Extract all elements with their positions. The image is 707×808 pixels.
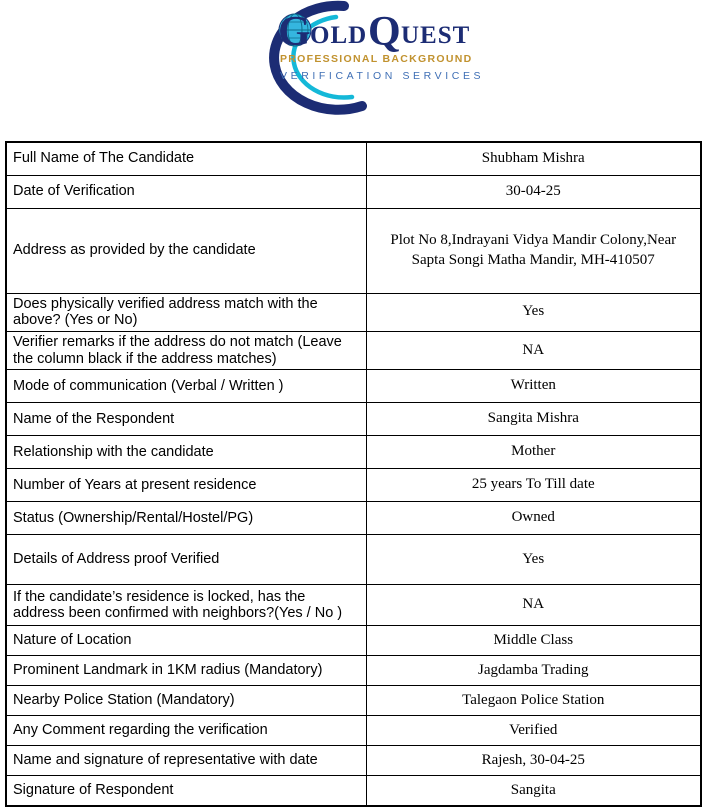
field-label: Prominent Landmark in 1KM radius (Mandatory) xyxy=(6,656,366,686)
field-label: Nearby Police Station (Mandatory) xyxy=(6,686,366,716)
row-address-proof xyxy=(6,535,701,585)
field-value: Sangita xyxy=(366,776,701,806)
field-label: Nature of Location xyxy=(6,626,366,656)
field-value: Talegaon Police Station xyxy=(366,686,701,716)
row-verification-date xyxy=(6,175,701,208)
row-neighbor-confirmation xyxy=(6,585,701,626)
field-value: Mother xyxy=(366,436,701,469)
field-label: Full Name of The Candidate xyxy=(6,142,366,175)
field-label: Relationship with the candidate xyxy=(6,436,366,469)
row-address xyxy=(6,208,701,293)
verification-table xyxy=(5,141,702,807)
row-ownership-status xyxy=(6,502,701,535)
field-label: Name of the Respondent xyxy=(6,403,366,436)
field-label: Date of Verification xyxy=(6,175,366,208)
field-label: Verifier remarks if the address do not match (Leave the column black if the address matches) xyxy=(6,331,366,369)
brand-uest: UEST xyxy=(400,22,470,49)
row-verifier-remarks xyxy=(6,331,701,369)
field-value: 30-04-25 xyxy=(366,175,701,208)
field-label: Mode of communication (Verbal / Written ) xyxy=(6,370,366,403)
field-value: Yes xyxy=(366,293,701,331)
field-value: Sangita Mishra xyxy=(366,403,701,436)
row-communication-mode xyxy=(6,370,701,403)
company-logo xyxy=(0,0,707,118)
row-relationship xyxy=(6,436,701,469)
field-label: Address as provided by the candidate xyxy=(6,208,366,293)
row-representative-signature xyxy=(6,746,701,776)
field-value: Jagdamba Trading xyxy=(366,656,701,686)
logo-graphic xyxy=(194,0,514,118)
field-value: NA xyxy=(366,585,701,626)
row-respondent-signature xyxy=(6,776,701,806)
logo-tagline-1: PROFESSIONAL BACKGROUND xyxy=(279,53,472,65)
field-value: Rajesh, 30-04-25 xyxy=(366,746,701,776)
field-value: 25 years To Till date xyxy=(366,469,701,502)
brand-letter-g: G xyxy=(277,9,311,55)
field-label: Any Comment regarding the verification xyxy=(6,716,366,746)
field-value: NA xyxy=(366,331,701,369)
brand-letter-q: Q xyxy=(367,9,401,55)
row-police-station xyxy=(6,686,701,716)
field-label: Does physically verified address match with the above? (Yes or No) xyxy=(6,293,366,331)
field-label: Status (Ownership/Rental/Hostel/PG) xyxy=(6,502,366,535)
row-candidate-name xyxy=(6,142,701,175)
row-comment xyxy=(6,716,701,746)
field-value: Written xyxy=(366,370,701,403)
field-label: Name and signature of representative with date xyxy=(6,746,366,776)
row-landmark xyxy=(6,656,701,686)
logo-tagline-2: VERIFICATION SERVICES xyxy=(279,70,484,82)
field-value: Owned xyxy=(366,502,701,535)
field-label: Details of Address proof Verified xyxy=(6,535,366,585)
field-value: Shubham Mishra xyxy=(366,142,701,175)
field-value: Plot No 8,Indrayani Vidya Mandir Colony,Near Sapta Songi Matha Mandir, MH-410507 xyxy=(366,208,701,293)
field-value: Middle Class xyxy=(366,626,701,656)
brand-old: OLD xyxy=(309,22,367,49)
row-years-at-residence xyxy=(6,469,701,502)
row-address-match xyxy=(6,293,701,331)
field-label: If the candidate’s residence is locked, has the address been confirmed with neighbors?(Yes / No ) xyxy=(6,585,366,626)
field-label: Signature of Respondent xyxy=(6,776,366,806)
row-location-nature xyxy=(6,626,701,656)
field-value: Yes xyxy=(366,535,701,585)
field-label: Number of Years at present residence xyxy=(6,469,366,502)
row-respondent-name xyxy=(6,403,701,436)
field-value: Verified xyxy=(366,716,701,746)
